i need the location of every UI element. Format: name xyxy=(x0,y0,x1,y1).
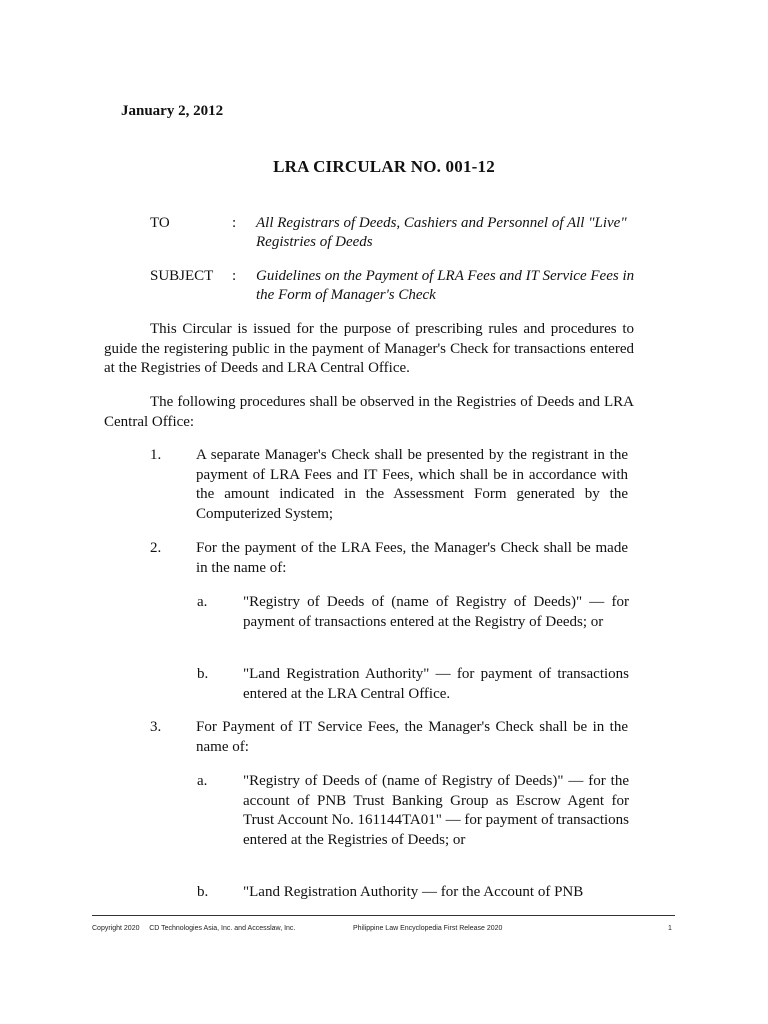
to-label: TO xyxy=(150,215,170,231)
item-number: 3. xyxy=(150,719,162,735)
footer-copyright: Copyright 2020 CD Technologies Asia, Inc. and Accesslaw, Inc. xyxy=(92,925,296,932)
item-number: 2. xyxy=(150,540,162,556)
item-text: "Land Registration Authority" — for payment of transactions entered at the LRA Central Office. xyxy=(243,666,629,702)
to-value: All Registrars of Deeds, Cashiers and Personnel of All "Live" Registries of Deeds xyxy=(256,215,627,250)
item-letter: a. xyxy=(197,594,208,610)
subject-value: Guidelines on the Payment of LRA Fees and IT Service Fees in the Form of Manager's Check xyxy=(256,268,635,303)
subject-label: SUBJECT xyxy=(150,268,214,284)
item-letter: b. xyxy=(197,666,209,682)
intro-paragraph: This Circular is issued for the purpose of prescribing rules and procedures to guide the registering public in the payment of Manager's Check for transactions entered at the Registries of Deeds and LRA Central Office. xyxy=(104,321,634,376)
procedures-paragraph: The following procedures shall be observed in the Registries of Deeds and LRA Central Office: xyxy=(104,394,634,430)
item-text: A separate Manager's Check shall be presented by the registrant in the payment of LRA Fees and IT Fees, which shall be in accordance with the amount indicated in the Assessment Form generated by the Computerized System; xyxy=(196,447,628,522)
item-text: For Payment of IT Service Fees, the Manager's Check shall be in the name of: xyxy=(196,719,628,755)
item-text: "Land Registration Authority — for the Account of PNB xyxy=(243,884,584,900)
footer-publication: Philippine Law Encyclopedia First Release 2020 xyxy=(353,925,503,932)
item-text: "Registry of Deeds of (name of Registry of Deeds)" — for the account of PNB Trust Banking Group as Escrow Agent for Trust Account No. 161144TA01" — for payment of transactions entered at the Registries of Deeds; or xyxy=(243,773,629,848)
footer-page-number: 1 xyxy=(668,925,672,932)
circular-title: LRA CIRCULAR NO. 001-12 xyxy=(273,157,495,176)
footer-divider xyxy=(92,915,675,916)
subject-colon: : xyxy=(232,268,237,284)
item-text: "Registry of Deeds of (name of Registry of Deeds)" — for payment of transactions entered at the Registry of Deeds; or xyxy=(243,594,629,630)
to-colon: : xyxy=(232,215,237,231)
document-date: January 2, 2012 xyxy=(121,103,224,119)
item-letter: b. xyxy=(197,884,209,900)
item-number: 1. xyxy=(150,447,162,463)
item-letter: a. xyxy=(197,773,208,789)
item-text: For the payment of the LRA Fees, the Manager's Check shall be made in the name of: xyxy=(196,540,628,576)
